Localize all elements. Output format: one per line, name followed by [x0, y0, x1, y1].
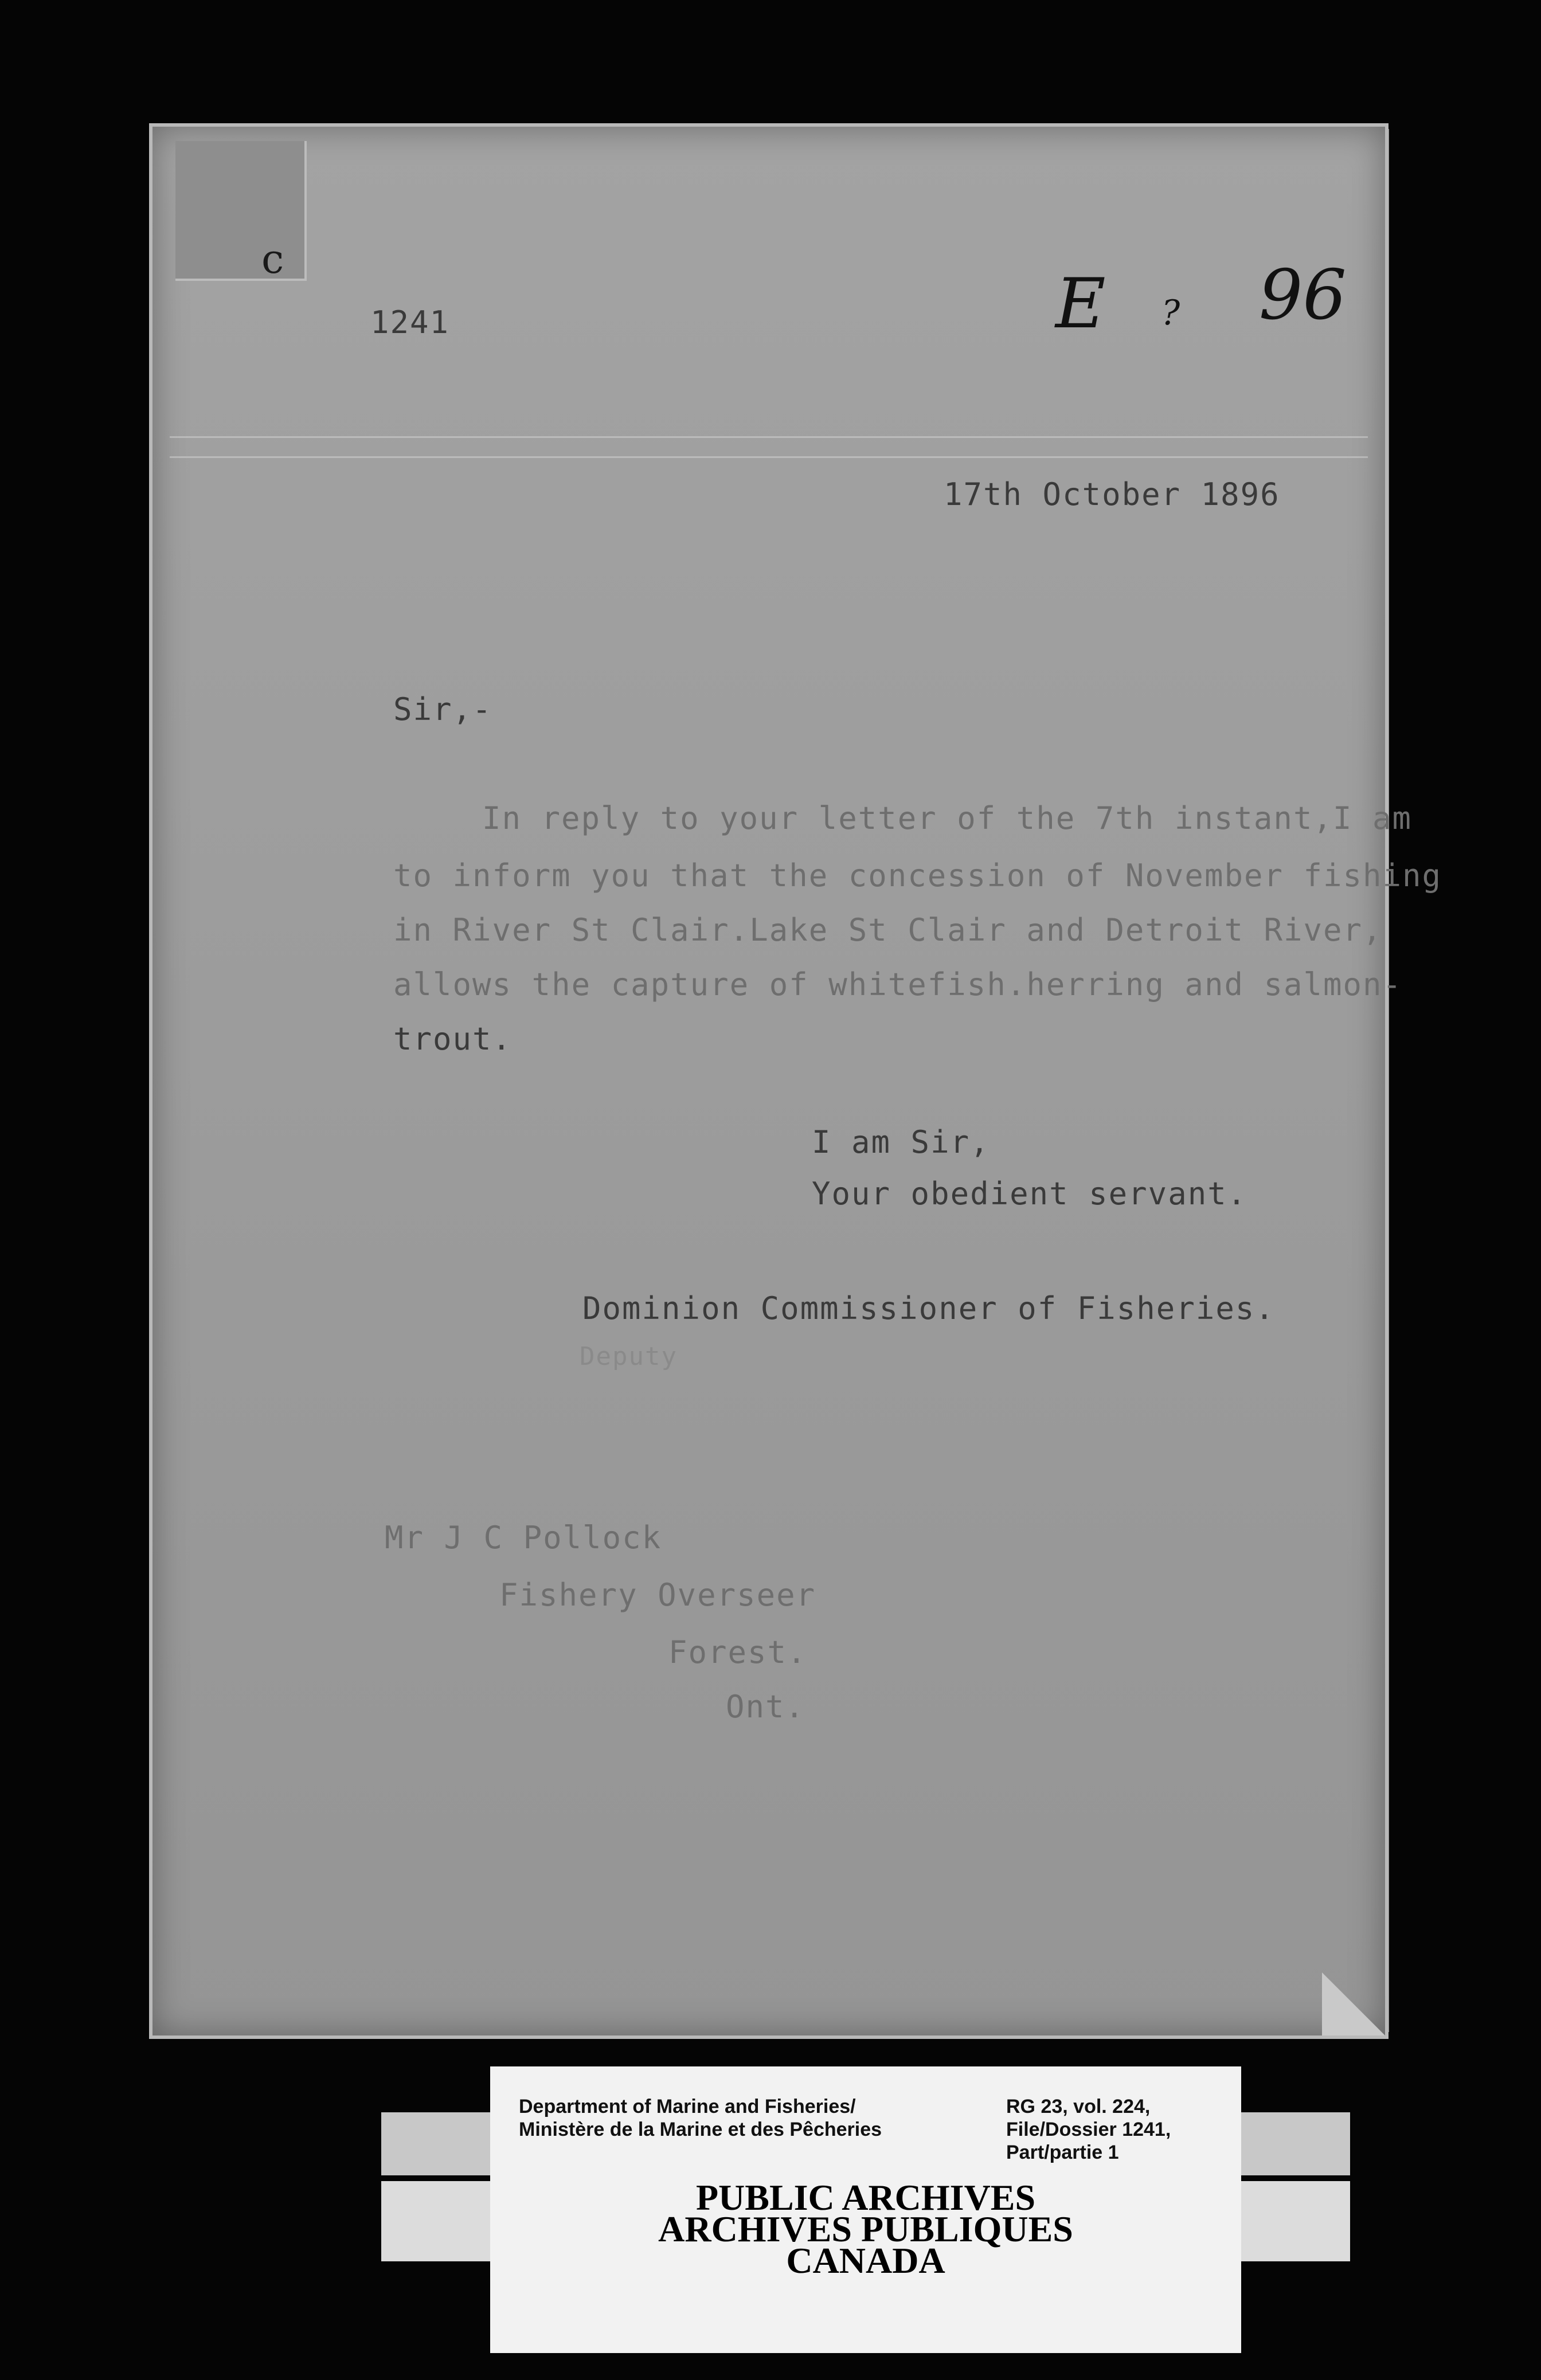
salutation: Sir,-: [393, 691, 492, 727]
handwritten-ref-right: 96: [1259, 256, 1347, 335]
folded-corner: [1322, 1972, 1385, 2035]
department-line: Ministère de la Marine et des Pêcheries: [519, 2119, 882, 2140]
archives-line: CANADA: [786, 2240, 945, 2281]
corner-stub-mark: c: [261, 236, 284, 283]
body-line: in River St Clair.Lake St Clair and Detroit River,: [393, 912, 1383, 948]
file-number: 1241: [370, 304, 450, 340]
reference-line: RG 23, vol. 224,: [1006, 2096, 1151, 2117]
body-line: In reply to your letter of the 7th instant,I am: [482, 800, 1413, 836]
body-line: trout.: [393, 1021, 513, 1057]
reference-line: Part/partie 1: [1006, 2142, 1119, 2163]
sheet-rule: [170, 456, 1368, 458]
addressee-line: Ont.: [726, 1689, 805, 1725]
addressee-line: Fishery Overseer: [499, 1577, 816, 1613]
sheet-rule: [170, 436, 1368, 438]
closing-line: Your obedient servant.: [812, 1176, 1247, 1212]
letter-sheet: [149, 123, 1442, 2039]
handwritten-ref-mark: ?: [1161, 293, 1180, 333]
signature-note: Deputy: [580, 1342, 678, 1371]
department-line: Department of Marine and Fisheries/: [519, 2096, 856, 2117]
archives-line: ARCHIVES PUBLIQUES: [658, 2209, 1073, 2249]
handwritten-ref-left: E: [1055, 264, 1106, 344]
reference-line: File/Dossier 1241,: [1006, 2119, 1171, 2140]
letter-date: 17th October 1896: [944, 476, 1280, 512]
body-line: to inform you that the concession of November fishing: [393, 858, 1442, 894]
archive-label-content: [490, 2066, 1241, 2353]
addressee-line: Mr J C Pollock: [385, 1520, 662, 1556]
signature-title: Dominion Commissioner of Fisheries.: [582, 1290, 1275, 1326]
archives-line: PUBLIC ARCHIVES: [695, 2177, 1036, 2218]
corner-stub: [175, 141, 307, 281]
body-line: allows the capture of whitefish.herring and salmon-: [393, 966, 1403, 1003]
addressee-line: Forest.: [668, 1634, 807, 1670]
closing-line: I am Sir,: [812, 1124, 990, 1160]
